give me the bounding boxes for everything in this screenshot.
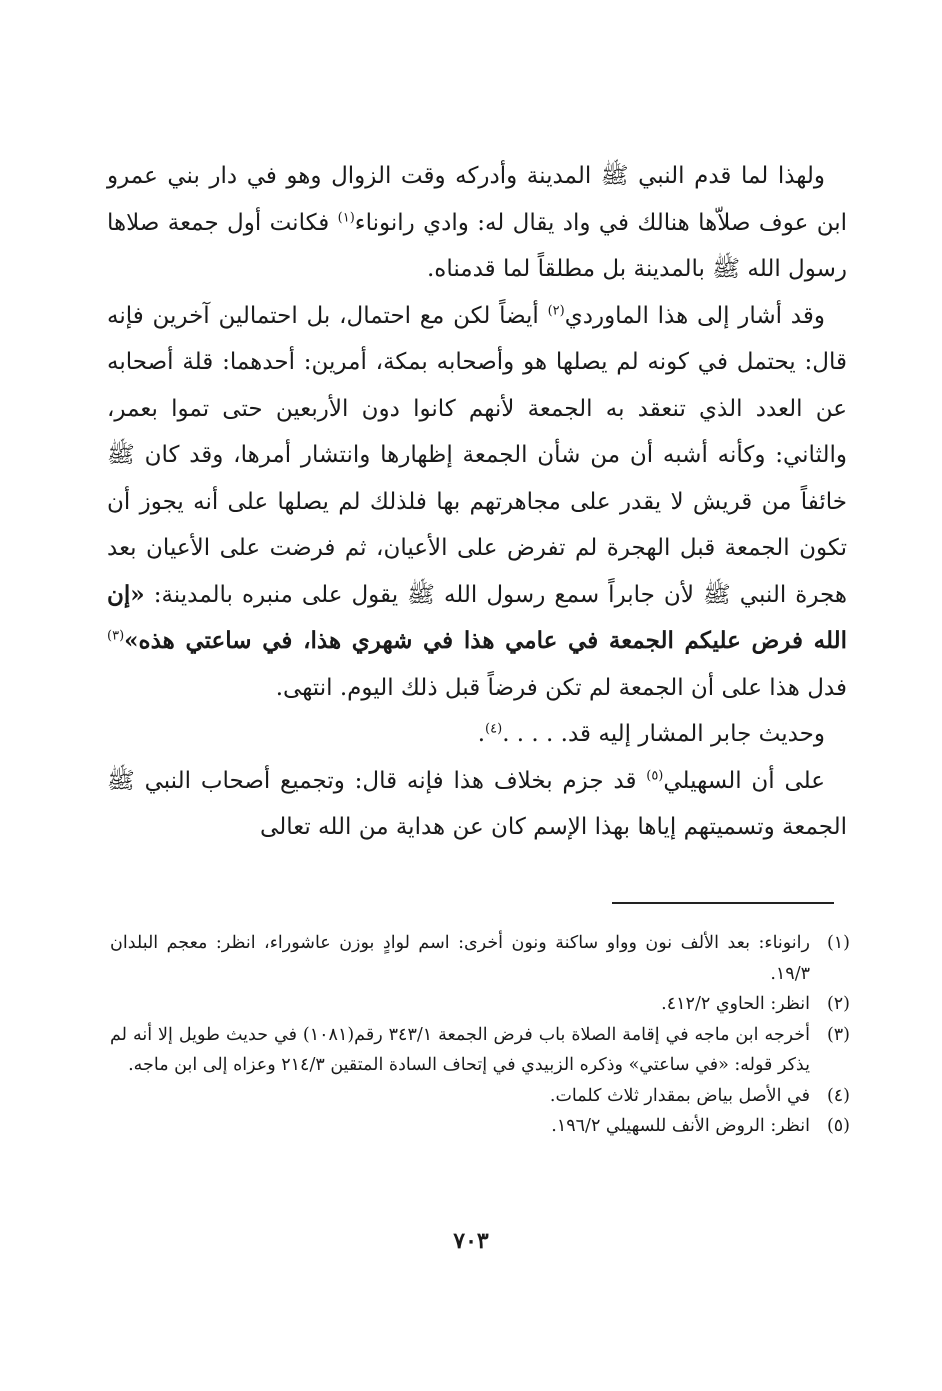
footnote-ref-1[interactable]: (١)	[337, 209, 355, 225]
paragraph-text: وقد أشار إلى هذا الماوردي	[564, 302, 825, 329]
footnote-ref-2[interactable]: (٢)	[547, 302, 565, 318]
paragraph-1	[107, 153, 847, 293]
footnote-2	[110, 989, 850, 1020]
paragraph-text: على أن السهيلي	[663, 767, 825, 794]
paragraph-text: ولهذا لما قدم النبي ﷺ المدينة وأدركه وقت الزوال وهو في دار بني عمرو ابن عوف صلاّها هنالك في واد يقال له: وادي رانوناء	[107, 163, 847, 236]
footnote-number: (٥)	[826, 1116, 850, 1136]
footnote-text: انظر: الروض الأنف للسهيلي ١٩٦/٢.	[551, 1116, 810, 1136]
paragraph-text: .	[477, 721, 486, 747]
footnote-number: (١)	[826, 933, 850, 953]
footnote-number: (٤)	[826, 1085, 850, 1106]
paragraph-text: فكانت أول جمعة صلاها رسول الله ﷺ بالمدينة بل مطلقاً لما قدمناه.	[107, 209, 847, 282]
footnote-ref-4[interactable]: (٤)	[485, 721, 503, 737]
footnote-5	[110, 1111, 850, 1142]
footnote-3	[110, 1020, 850, 1081]
paragraph-text: أيضاً لكن مع احتمال، بل احتمالين آخرين فإنه قال: يحتمل في كونه لم يصلها هو وأصحابه بمكة، أمرين: أحدهما: قلة أصحابه عن العدد الذي تنعقد به الجمعة لأنهم كانوا دون الأربعين حتى تموا بعمر، والثاني: وكأنه أشبه أن من شأن الجمعة إظهارها وانتشار أمرها، وقد كان ﷺ خائفاً من قريش لا يقدر على مجاهرتهم بها فلذلك لم يصلها على أنه يجوز أن تكون الجمعة قبل الهجرة لم تفرض على الأعيان، ثم فرضت على الأعيان بعد هجرة النبي ﷺ لأن جابراً سمع رسول الله ﷺ يقول على منبره بالمدينة:	[107, 302, 847, 608]
footnote-text: رانوناء: بعد الألف نون وواو ساكنة ونون أخرى: اسم لوادٍ بوزن عاشوراء، انظر: معجم البلدان ١٩/٣.	[110, 933, 810, 984]
page-number: ٧٠٣	[453, 1228, 489, 1254]
paragraph-3	[107, 711, 847, 758]
footnote-1	[110, 928, 850, 989]
paragraph-text: قد جزم بخلاف هذا فإنه قال: وتجميع أصحاب النبي ﷺ الجمعة وتسميتهم إياها بهذا الإسم كان عن هداية من الله تعالى	[107, 767, 847, 840]
main-text	[107, 153, 847, 851]
footnote-text: انظر: الحاوي ٤١٢/٢.	[661, 994, 810, 1014]
footnote-divider	[612, 902, 834, 904]
paragraph-2	[107, 293, 847, 712]
footnote-ref-3[interactable]: (٣)	[107, 628, 125, 644]
footnote-ref-5[interactable]: (٥)	[646, 767, 664, 783]
paragraph-4	[107, 758, 847, 851]
footnote-text: في الأصل بياض بمقدار ثلاث كلمات.	[549, 1085, 810, 1106]
paragraph-text: وحديث جابر المشار إليه قد. . . . .	[502, 721, 825, 747]
footnote-number: (٢)	[826, 994, 850, 1014]
footnotes-list	[110, 928, 850, 1142]
footnote-number: (٣)	[826, 1024, 850, 1045]
paragraph-text: فدل هذا على أن الجمعة لم تكن فرضاً قبل ذلك اليوم. انتهى.	[275, 674, 847, 701]
footnote-text: أخرجه ابن ماجه في إقامة الصلاة باب فرض الجمعة ٣٤٣/١ رقم(١٠٨١) في حديث طويل إلا أنه لم يذكر قوله: «في ساعتي» وذكره الزبيدي في إتحاف السادة المتقين ٢١٤/٣ وعزاه إلى ابن ماجه.	[110, 1024, 810, 1075]
hadith-quote: «إن الله فرض عليكم الجمعة في عامي هذا في شهري هذا، في ساعتي هذه»	[107, 580, 847, 654]
footnote-4	[110, 1081, 850, 1112]
